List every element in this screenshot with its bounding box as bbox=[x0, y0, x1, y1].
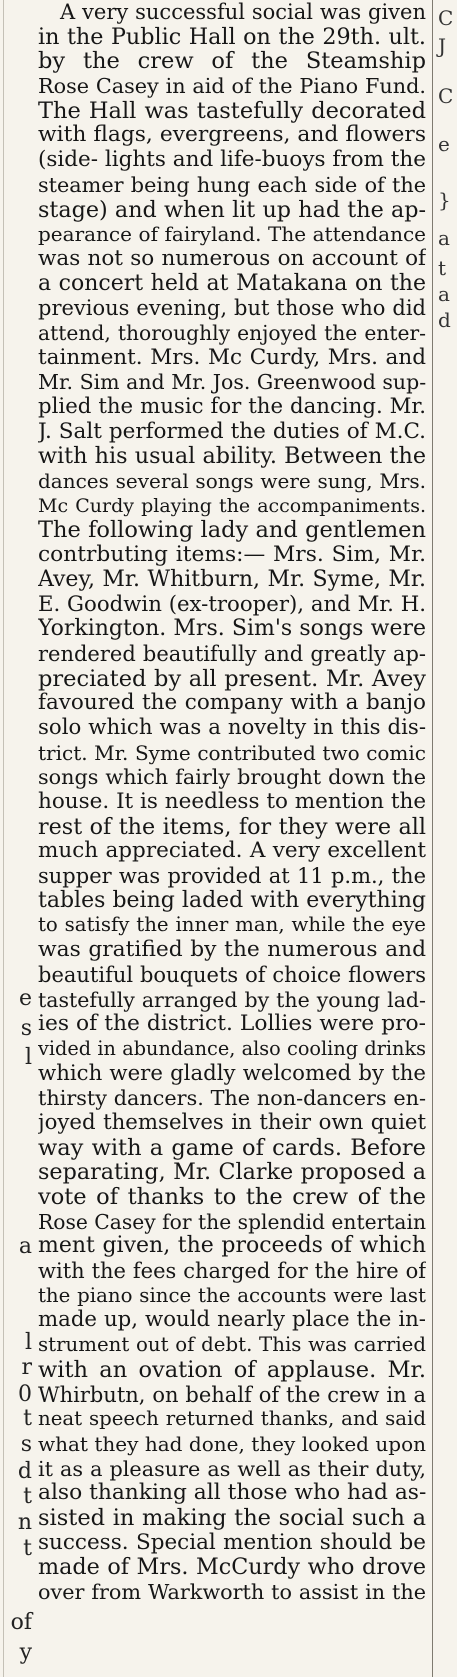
article-line: house. It is needless to mention the bbox=[38, 790, 426, 814]
article-line: dances several songs were sung, Mrs. bbox=[38, 469, 426, 494]
margin-fragment: e bbox=[438, 132, 450, 156]
article-line: a concert held at Matakana on the bbox=[38, 271, 426, 296]
article-line: neat speech returned thanks, and said bbox=[38, 1407, 426, 1431]
margin-fragment: J bbox=[438, 34, 447, 58]
right-margin-fragments bbox=[435, 0, 457, 1677]
article-line: Mr. Sim and Mr. Jos. Greenwood sup- bbox=[38, 370, 426, 395]
margin-fragment: r bbox=[21, 1355, 32, 1380]
article-line: tastefully arranged by the young lad- bbox=[38, 987, 426, 1012]
margin-fragment: a bbox=[438, 282, 450, 306]
margin-fragment: C bbox=[438, 84, 454, 108]
article-line: with an ovation of applause. Mr. bbox=[38, 1357, 426, 1383]
article-line: attend, thoroughly enjoyed the enter- bbox=[38, 320, 426, 345]
article-line: made up, would nearly place the in- bbox=[38, 1308, 426, 1333]
left-column-rule bbox=[3, 0, 4, 1677]
article-line: made of Mrs. McCurdy who drove bbox=[38, 1555, 426, 1580]
article-line: success. Special mention should be bbox=[38, 1530, 426, 1555]
article-line: much appreciated. A very excellent bbox=[38, 839, 426, 864]
article-line: vided in abundance, also cooling drinks bbox=[38, 1036, 426, 1060]
margin-fragment: a bbox=[18, 1234, 32, 1259]
article-line: beautiful bouquets of choice flowers bbox=[38, 962, 426, 987]
article-line: over from Warkworth to assist in the bbox=[38, 1580, 426, 1604]
margin-fragment: l bbox=[24, 1045, 32, 1070]
article-line: preciated by all present. Mr. Avey bbox=[38, 666, 426, 692]
margin-fragment: C bbox=[438, 6, 454, 30]
article-line: separating, Mr. Clarke proposed a bbox=[38, 1160, 426, 1185]
margin-fragment: 0 bbox=[18, 1382, 32, 1407]
article-line: trict. Mr. Syme contributed two comic bbox=[38, 740, 426, 765]
article-line: Whirbutn, on behalf of the crew in a bbox=[38, 1382, 426, 1407]
article-line: pearance of fairyland. The attendance bbox=[38, 222, 426, 247]
article-line: sisted in making the social such a bbox=[38, 1505, 426, 1531]
article-line: stage) and when lit up had the ap- bbox=[38, 197, 426, 223]
article-line: rendered beautifully and greatly ap- bbox=[38, 641, 426, 666]
article-line: Avey, Mr. Whitburn, Mr. Syme, Mr. bbox=[38, 567, 426, 592]
article-line: plied the music for the dancing. Mr. bbox=[38, 395, 426, 419]
article-line: way with a game of cards. Before bbox=[38, 1135, 426, 1161]
article-line: favoured the company with a banjo bbox=[38, 691, 426, 716]
article-line: it as a pleasure as well as their duty, bbox=[38, 1456, 426, 1481]
article-line: The following lady and gentlemen bbox=[38, 518, 426, 544]
margin-fragment: of bbox=[10, 1610, 32, 1635]
margin-fragment: } bbox=[438, 188, 451, 212]
article-line: (side- lights and life-buoys from the bbox=[38, 148, 426, 173]
article-line: which were gladly welcomed by the bbox=[38, 1061, 426, 1086]
article-line: strument out of debt. This was carried bbox=[38, 1333, 426, 1357]
margin-fragment: t bbox=[23, 1536, 32, 1561]
article-line: Rose Casey in aid of the Piano Fund. bbox=[38, 74, 426, 99]
article-line: was not so numerous on account of bbox=[38, 246, 426, 271]
margin-fragment: d bbox=[17, 1459, 32, 1484]
article-line: Yorkington. Mrs. Sim's songs were bbox=[38, 617, 426, 642]
article-line: ies of the district. Lollies were pro- bbox=[38, 1012, 426, 1037]
margin-fragment: n bbox=[17, 1510, 32, 1535]
article-line: E. Goodwin (ex-trooper), and Mr. H. bbox=[38, 592, 426, 617]
left-margin-fragments bbox=[8, 0, 36, 1677]
article-line: A very successful social was given bbox=[60, 0, 426, 24]
article-line: tables being laded with everything bbox=[38, 888, 426, 913]
article-line: steamer being hung each side of the bbox=[38, 172, 426, 197]
article-line: supper was provided at 11 p.m., the bbox=[38, 864, 426, 889]
article-line: songs which fairly brought down the bbox=[38, 765, 426, 790]
article-line: to satisfy the inner man, while the eye bbox=[38, 913, 426, 937]
article-line: by the crew of the Steamship bbox=[38, 49, 426, 75]
article-line: what they had done, they looked upon bbox=[38, 1431, 426, 1456]
margin-fragment: s bbox=[20, 1432, 32, 1457]
article-line: with his usual ability. Between the bbox=[38, 444, 426, 470]
margin-fragment: s bbox=[20, 1016, 32, 1041]
article-line: joyed themselves in their own quiet bbox=[38, 1110, 426, 1135]
article-line: was gratified by the numerous and bbox=[38, 938, 426, 963]
article-line: also thanking all those who had as- bbox=[38, 1481, 426, 1506]
article-line: Mc Curdy playing the accompaniments. bbox=[38, 494, 426, 517]
article-line: previous evening, but those who did bbox=[38, 296, 426, 321]
margin-fragment: t bbox=[23, 1406, 32, 1431]
article-line: rest of the items, for they were all bbox=[38, 814, 426, 840]
article-line: contrbuting items:— Mrs. Sim, Mr. bbox=[38, 543, 426, 568]
article-line: Rose Casey for the splendid entertain bbox=[38, 1209, 426, 1234]
right-column-rule bbox=[432, 0, 433, 1677]
article-line: The Hall was tastefully decorated bbox=[38, 98, 426, 124]
article-body bbox=[38, 0, 426, 1605]
article-line: J. Salt performed the duties of M.C. bbox=[38, 419, 426, 444]
margin-fragment: t bbox=[438, 256, 447, 280]
article-line: in the Public Hall on the 29th. ult. bbox=[38, 24, 426, 50]
margin-fragment: y bbox=[19, 1640, 32, 1665]
article-line: solo which was a novelty in this dis- bbox=[38, 715, 426, 740]
article-line: the piano since the accounts were last bbox=[38, 1283, 426, 1307]
margin-fragment: t bbox=[23, 1484, 32, 1509]
article-line: with the fees charged for the hire of bbox=[38, 1259, 426, 1284]
article-line: tainment. Mrs. Mc Curdy, Mrs. and bbox=[38, 345, 426, 370]
margin-fragment: a bbox=[438, 226, 450, 250]
article-line: ment given, the proceeds of which bbox=[38, 1234, 426, 1259]
margin-fragment: e bbox=[18, 986, 32, 1011]
article-line: with flags, evergreens, and flowers bbox=[38, 123, 426, 148]
margin-fragment: l bbox=[24, 1330, 32, 1355]
article-line: vote of thanks to the crew of the bbox=[38, 1185, 426, 1210]
margin-fragment: d bbox=[438, 308, 451, 332]
article-line: thirsty dancers. The non-dancers en- bbox=[38, 1086, 426, 1111]
